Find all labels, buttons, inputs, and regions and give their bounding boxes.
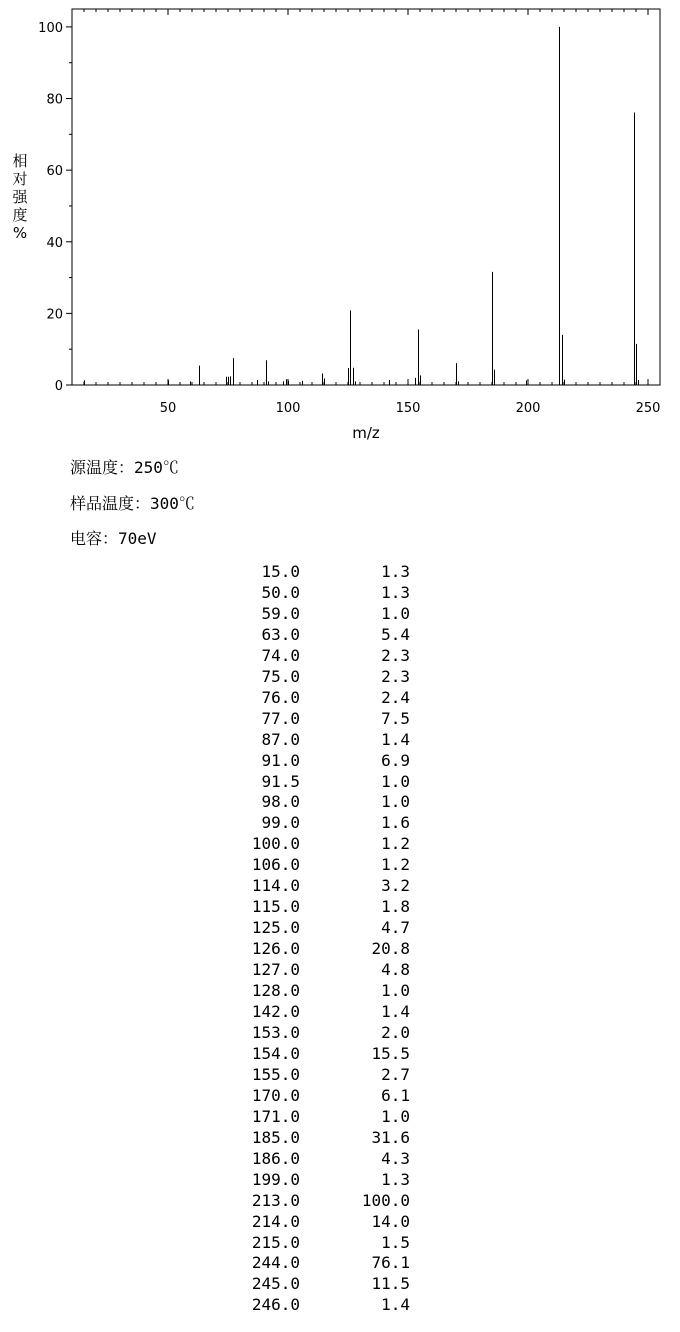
y-axis-title-char: %: [12, 224, 28, 242]
table-row: [200, 918, 410, 939]
abundance-cell: 1.4: [381, 1295, 410, 1315]
sample-temperature: 样品温度：300℃: [70, 494, 195, 513]
mz-cell: 100.0: [251, 834, 300, 854]
peak-table: [200, 562, 410, 1316]
mz-cell: 76.0: [261, 687, 300, 707]
abundance-cell: 1.4: [381, 1002, 410, 1022]
abundance-cell: 7.5: [381, 708, 410, 728]
mz-cell: 114.0: [251, 876, 300, 896]
ionization-energy: 电容：70eV: [70, 529, 157, 548]
mz-cell: 155.0: [251, 1064, 300, 1084]
mz-cell: 87.0: [261, 729, 300, 749]
mz-cell: 106.0: [251, 855, 300, 875]
mz-cell: 213.0: [251, 1190, 300, 1210]
table-row: [200, 562, 410, 583]
mz-cell: 75.0: [261, 666, 300, 686]
y-tick-label: 20: [46, 307, 63, 323]
y-tick-label: 40: [46, 235, 63, 251]
abundance-cell: 76.1: [371, 1253, 410, 1273]
x-tick-label: 250: [635, 401, 661, 416]
abundance-cell: 2.3: [381, 666, 410, 686]
table-row: [200, 1002, 410, 1023]
abundance-cell: 6.1: [381, 1085, 410, 1105]
table-row: [200, 1170, 410, 1191]
mz-cell: 91.5: [261, 771, 300, 791]
abundance-cell: 11.5: [371, 1274, 410, 1294]
table-row: [200, 646, 410, 667]
mz-cell: 74.0: [261, 645, 300, 665]
mz-cell: 63.0: [261, 624, 300, 644]
abundance-cell: 1.3: [381, 1169, 410, 1189]
y-axis-ticks: [38, 21, 72, 394]
mz-cell: 245.0: [251, 1274, 300, 1294]
mz-cell: 244.0: [251, 1253, 300, 1273]
table-row: [200, 1107, 410, 1128]
abundance-cell: 2.7: [381, 1064, 410, 1084]
abundance-cell: 1.2: [381, 855, 410, 875]
abundance-cell: 1.0: [381, 792, 410, 812]
x-axis-ticks: [84, 9, 660, 416]
mz-cell: 154.0: [251, 1043, 300, 1063]
abundance-cell: 14.0: [371, 1211, 410, 1231]
mz-cell: 15.0: [261, 562, 300, 581]
table-row: [200, 855, 410, 876]
y-tick-label: 60: [46, 164, 63, 180]
mz-cell: 153.0: [251, 1022, 300, 1042]
table-row: [200, 1023, 410, 1044]
table-row: [200, 1191, 410, 1212]
mz-cell: 142.0: [251, 1002, 300, 1022]
mz-cell: 77.0: [261, 708, 300, 728]
table-row: [200, 730, 410, 751]
x-tick-label: 150: [395, 401, 421, 416]
table-row: [200, 667, 410, 688]
abundance-cell: 100.0: [361, 1190, 410, 1210]
table-row: [200, 583, 410, 604]
table-row: [200, 772, 410, 793]
mz-cell: 170.0: [251, 1085, 300, 1105]
mass-spectrum-chart: [0, 0, 680, 450]
y-tick-label: 100: [38, 20, 63, 36]
mz-cell: 98.0: [261, 792, 300, 812]
table-row: [200, 1212, 410, 1233]
abundance-cell: 1.3: [381, 562, 410, 581]
table-row: [200, 792, 410, 813]
abundance-cell: 1.8: [381, 897, 410, 917]
table-row: [200, 751, 410, 772]
table-row: [200, 897, 410, 918]
mz-cell: 115.0: [251, 897, 300, 917]
abundance-cell: 2.3: [381, 645, 410, 665]
abundance-cell: 1.6: [381, 813, 410, 833]
abundance-cell: 1.0: [381, 1106, 410, 1126]
table-row: [200, 1065, 410, 1086]
mz-cell: 125.0: [251, 918, 300, 938]
table-row: [200, 960, 410, 981]
table-row: [200, 939, 410, 960]
y-axis-title-char: 对: [12, 170, 28, 188]
abundance-cell: 1.5: [381, 1232, 410, 1252]
table-row: [200, 1274, 410, 1295]
table-row: [200, 604, 410, 625]
abundance-cell: 1.4: [381, 729, 410, 749]
abundance-cell: 6.9: [381, 750, 410, 770]
y-axis-title-char: 度: [12, 206, 28, 224]
mz-cell: 50.0: [261, 582, 300, 602]
table-row: [200, 1295, 410, 1316]
table-row: [200, 709, 410, 730]
table-row: [200, 1233, 410, 1254]
y-tick-label: 80: [46, 92, 63, 108]
abundance-cell: 4.7: [381, 918, 410, 938]
x-tick-label: 100: [275, 401, 301, 416]
table-row: [200, 688, 410, 709]
table-row: [200, 1149, 410, 1170]
mz-cell: 171.0: [251, 1106, 300, 1126]
mz-cell: 99.0: [261, 813, 300, 833]
abundance-cell: 2.4: [381, 687, 410, 707]
table-row: [200, 876, 410, 897]
table-row: [200, 1044, 410, 1065]
table-row: [200, 834, 410, 855]
abundance-cell: 3.2: [381, 876, 410, 896]
y-axis-title-char: 相: [12, 152, 28, 170]
table-row: [200, 981, 410, 1002]
plot-frame: [72, 9, 660, 385]
x-axis-title: m/z: [352, 424, 380, 442]
abundance-cell: 1.0: [381, 603, 410, 623]
mz-cell: 186.0: [251, 1148, 300, 1168]
table-row: [200, 813, 410, 834]
mz-cell: 199.0: [251, 1169, 300, 1189]
source-temperature: 源温度：250℃: [70, 458, 179, 477]
mz-cell: 246.0: [251, 1295, 300, 1315]
table-row: [200, 625, 410, 646]
abundance-cell: 4.3: [381, 1148, 410, 1168]
abundance-cell: 2.0: [381, 1022, 410, 1042]
mz-cell: 128.0: [251, 981, 300, 1001]
y-tick-label: 0: [54, 379, 63, 394]
mz-cell: 185.0: [251, 1127, 300, 1147]
abundance-cell: 31.6: [371, 1127, 410, 1147]
mz-cell: 214.0: [251, 1211, 300, 1231]
mz-cell: 215.0: [251, 1232, 300, 1252]
x-tick-label: 200: [515, 401, 541, 416]
abundance-cell: 1.0: [381, 981, 410, 1001]
abundance-cell: 1.2: [381, 834, 410, 854]
abundance-cell: 1.0: [381, 771, 410, 791]
peak-bars: [85, 27, 639, 385]
table-row: [200, 1128, 410, 1149]
table-row: [200, 1253, 410, 1274]
abundance-cell: 5.4: [381, 624, 410, 644]
abundance-cell: 20.8: [371, 939, 410, 959]
abundance-cell: 1.3: [381, 582, 410, 602]
abundance-cell: 4.8: [381, 960, 410, 980]
x-tick-label: 50: [159, 401, 177, 416]
y-axis-title: [12, 152, 28, 242]
mz-cell: 91.0: [261, 750, 300, 770]
y-axis-title-char: 强: [12, 188, 28, 206]
mz-cell: 126.0: [251, 939, 300, 959]
table-row: [200, 1086, 410, 1107]
abundance-cell: 15.5: [371, 1043, 410, 1063]
mz-cell: 127.0: [251, 960, 300, 980]
mz-cell: 59.0: [261, 603, 300, 623]
